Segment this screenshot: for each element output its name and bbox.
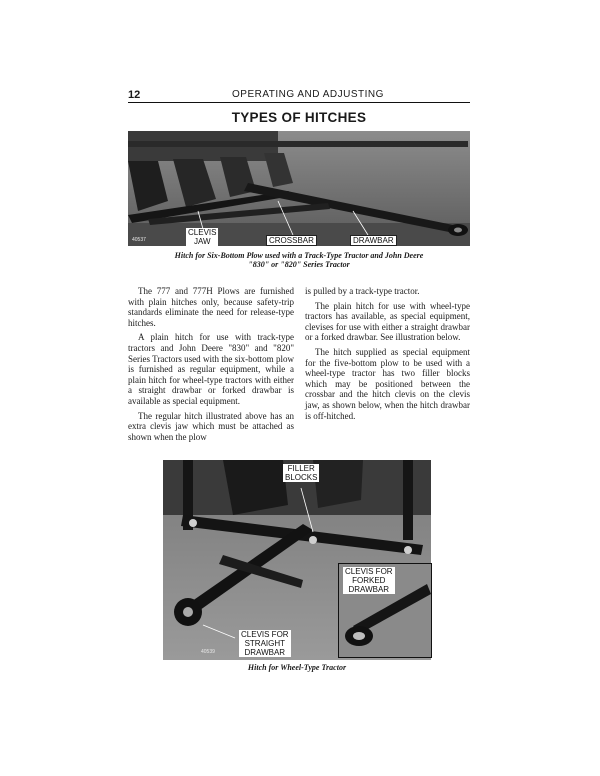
running-head: OPERATING AND ADJUSTING	[232, 89, 384, 100]
body-column-right	[305, 286, 470, 425]
callout-forked-line2: FORKED	[352, 576, 386, 585]
figure2-caption: Hitch for Wheel-Type Tractor	[247, 663, 347, 672]
inset-forked-clevis	[338, 563, 432, 658]
hitch-photo-track-type	[128, 131, 470, 246]
hitch-illustration	[128, 131, 470, 246]
paragraph: A plain hitch for use with track-type tractors and John Deere "830" and "820" Series Tractors used with the six-bottom plow is furnished as regular equipment, while a plain hitch for wheel-type tractors with either a straight drawbar or forked drawbar is available as special equipment.	[128, 332, 294, 406]
callout-crossbar: CROSSBAR	[266, 235, 317, 246]
header-rule	[128, 102, 470, 103]
paragraph: The hitch supplied as special equipment for the five-bottom plow to be used with a wheel-type tractor has two filler blocks which may be positioned between the crossbar and the hitch clevis on the clevis jaw, as shown below, when the hitch drawbar is off-hitched.	[305, 346, 470, 421]
page-title: TYPES OF HITCHES	[231, 110, 367, 125]
figure1-caption-line2: "830" or "820" Series Tractor	[248, 260, 350, 269]
paragraph: The 777 and 777H Plows are furnished with plain hitches only, because safety-trip standards eliminate the need for release-type hitches.	[128, 286, 294, 328]
callout-forked-line1: CLEVIS FOR	[345, 567, 393, 576]
photo-id: 40539	[201, 649, 215, 655]
callout-filler-blocks	[283, 464, 319, 482]
callout-clevis-jaw	[186, 228, 218, 246]
callout-straight-line1: CLEVIS FOR	[241, 630, 289, 639]
callout-straight-line2: STRAIGHT	[244, 639, 286, 648]
page-number: 12	[128, 89, 141, 101]
callout-forked-line3: DRAWBAR	[348, 585, 390, 594]
paragraph: is pulled by a track-type tractor.	[305, 286, 420, 296]
callout-clevis-jaw-line2: JAW	[193, 237, 211, 246]
body-column-left	[128, 286, 294, 446]
paragraph: The regular hitch illustrated above has an extra clevis jaw which must be attached as shown when the plow	[128, 410, 294, 442]
callout-filler-line1: FILLER	[287, 464, 315, 473]
figure1-caption	[128, 251, 470, 269]
callout-straight-line3: DRAWBAR	[244, 648, 286, 657]
callout-clevis-jaw-line1: CLEVIS	[188, 228, 217, 237]
photo-id: 40537	[132, 237, 146, 243]
callout-clevis-straight	[239, 630, 291, 657]
callout-clevis-forked	[343, 567, 395, 594]
callout-drawbar: DRAWBAR	[350, 235, 397, 246]
paragraph: The plain hitch for use with wheel-type tractors has available, as special equipment, clevises for use with either a straight drawbar or a forked drawbar. See illustration below.	[305, 300, 470, 343]
figure1-caption-line1: Hitch for Six-Bottom Plow used with a Track-Type Tractor and John Deere	[174, 251, 424, 260]
callout-filler-line2: BLOCKS	[285, 473, 318, 482]
